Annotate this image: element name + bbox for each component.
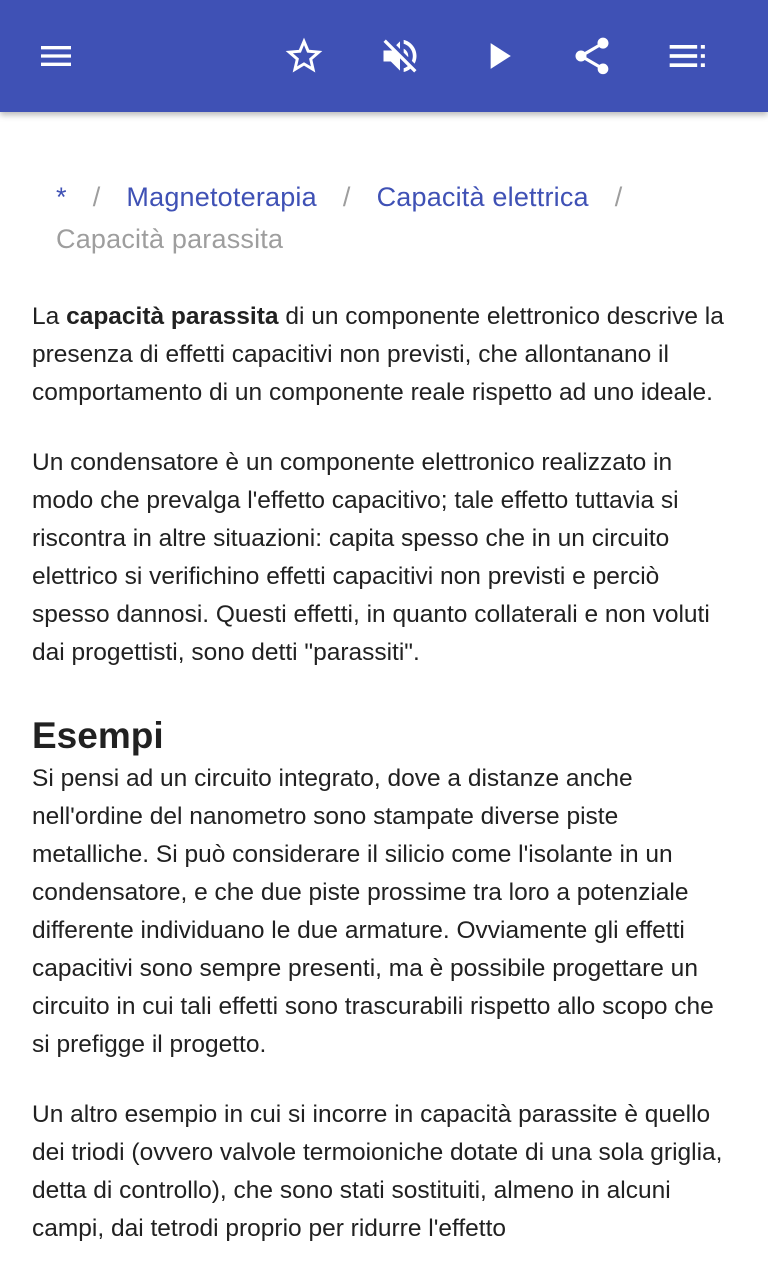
playlist-icon [666,34,710,78]
article-content [0,112,768,1280]
intro-prefix: La [32,303,67,330]
intro-text: di un componente elettronico descrive la presenza di effetti capacitivi non previsti, che allontanano il comportamento di un componente reale rispetto ad uno ideale. [32,303,724,406]
volume-off-icon [378,34,422,78]
breadcrumb-link-magnetoterapia[interactable]: Magnetoterapia [126,182,317,212]
breadcrumb-root-link[interactable]: * [56,182,67,212]
article-body [32,298,738,1280]
toc-button[interactable] [652,20,724,92]
play-icon [476,34,520,78]
breadcrumb-separator: / [342,182,351,212]
breadcrumb-separator: / [614,182,623,212]
breadcrumb [56,176,736,260]
share-icon [570,34,614,78]
share-button[interactable] [556,20,628,92]
play-button[interactable] [462,20,534,92]
breadcrumb-separator: / [92,182,101,212]
intro-term: capacità parassita [66,303,279,330]
menu-icon [36,36,76,76]
breadcrumb-current: Capacità parassita [56,224,284,254]
intro-paragraph [32,298,738,412]
breadcrumb-link-capacita-elettrica[interactable]: Capacità elettrica [376,182,589,212]
section-heading-esempi: Esempi [32,715,164,756]
paragraph-triodi: Un altro esempio in cui si incorre in capacità parassite è quello dei triodi (ovvero valvole termoioniche dotate di una sola griglia, detta di controllo), che sono stati sostituiti, almeno in alcuni campi, dai tetrodi proprio per ridurre l'effetto [32,1101,723,1242]
paragraph-circuito-integrato: Si pensi ad un circuito integrato, dove a distanze anche nell'ordine del nanometro sono stampate diverse piste metalliche. Si può considerare il silicio come l'isolante in un condensatore, e che due piste prossime tra loro a potenziale differente individuano le due armature. Ovviamente gli effetti capacitivi sono sempre presenti, ma è possibile progettare un circuito in cui tali effetti sono trascurabili rispetto allo scopo che si prefigge il progetto. [32,765,714,1058]
mute-button[interactable] [364,20,436,92]
favorite-button[interactable] [268,20,340,92]
menu-button[interactable] [20,20,92,92]
star-outline-icon [282,34,326,78]
app-toolbar [0,0,768,112]
paragraph-condensatore: Un condensatore è un componente elettronico realizzato in modo che prevalga l'effetto capacitivo; tale effetto tuttavia si riscontra in altre situazioni: capita spesso che in un circuito elettrico si verifichino effetti capacitivi non previsti e perciò spesso dannosi. Questi effetti, in quanto collaterali e non voluti dai progettisti, sono detti "parassiti". [32,449,710,666]
